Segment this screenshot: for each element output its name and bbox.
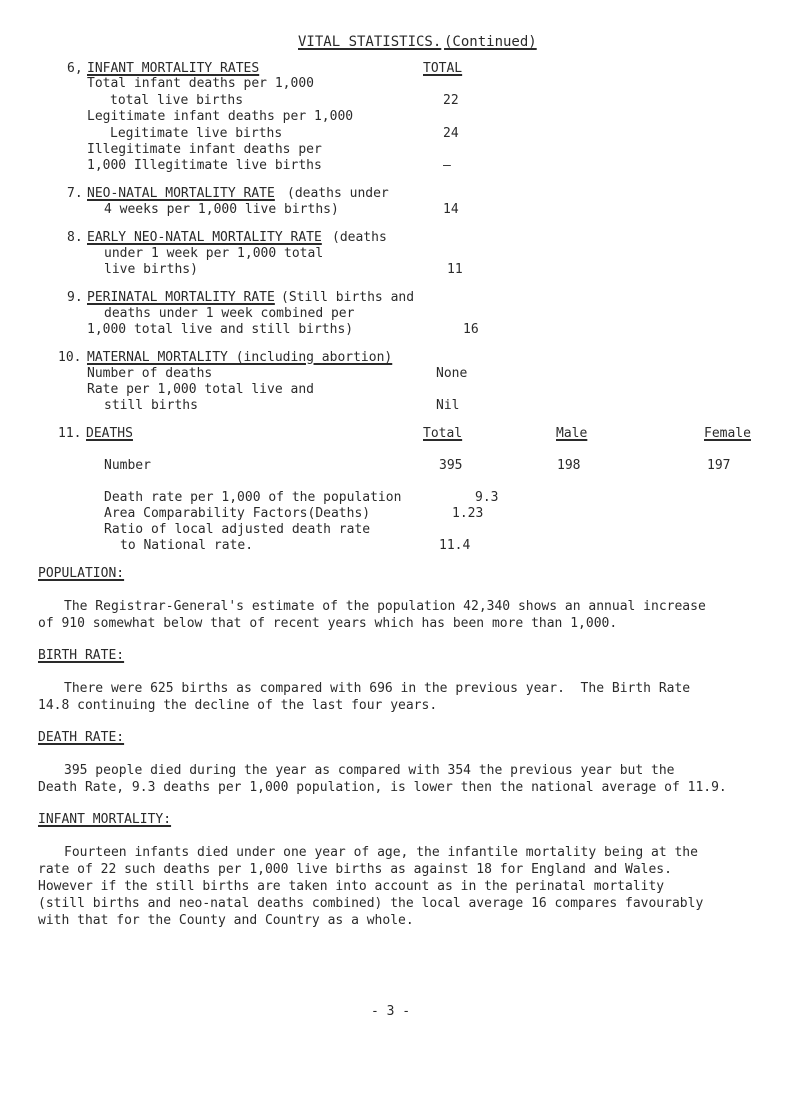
- population-text-2: of 910 somewhat below that of recent years which has been more than 1,000.: [38, 616, 618, 631]
- infant-mortality-text-3: However if the still births are taken into account as in the perinatal mortality: [38, 879, 665, 894]
- s6-line-2: total live births: [110, 93, 244, 108]
- s10-line-3: Rate per 1,000 total live and: [87, 382, 314, 397]
- birth-rate-heading: BIRTH RATE:: [38, 648, 125, 663]
- s7-line-2: 4 weeks per 1,000 live births): [104, 202, 339, 217]
- infant-mortality-text-2: rate of 22 such deaths per 1,000 live births as against 18 for England and Wales.: [38, 862, 672, 877]
- s6-value-legitimate: 24: [443, 126, 459, 141]
- s9-line-2: deaths under 1 week combined per: [104, 306, 355, 321]
- ratio-label-1: Ratio of local adjusted death rate: [104, 522, 371, 537]
- col-total-heading: Total: [423, 426, 463, 441]
- section-7-heading: NEO-NATAL MORTALITY RATE: [87, 186, 275, 201]
- s9-value: 16: [463, 322, 479, 337]
- s8-value: 11: [447, 262, 463, 277]
- death-rate-text-2: Death Rate, 9.3 deaths per 1,000 population, is lower then the national average of 11.9.: [38, 780, 727, 795]
- section-7-number: 7.: [67, 186, 83, 201]
- total-column-heading: TOTAL: [423, 61, 463, 76]
- s10-value-number: None: [436, 366, 468, 381]
- section-11-heading: DEATHS: [86, 426, 133, 441]
- section-10-number: 10.: [58, 350, 82, 365]
- birth-rate-text-2: 14.8 continuing the decline of the last four years.: [38, 698, 438, 713]
- s10-value-rate: Nil: [436, 398, 460, 413]
- section-9-heading: PERINATAL MORTALITY RATE: [87, 290, 275, 305]
- section-6-heading: INFANT MORTALITY RATES: [87, 61, 260, 76]
- section-10-heading: MATERNAL MORTALITY (including abortion): [87, 350, 393, 365]
- birth-rate-text-1: There were 625 births as compared with 696 in the previous year. The Birth Rate: [64, 681, 691, 696]
- s6-line-3: Legitimate infant deaths per 1,000: [87, 109, 354, 124]
- col-female-heading: Female: [704, 426, 751, 441]
- s9-line-3: 1,000 total live and still births): [87, 322, 354, 337]
- s6-value-total-infant: 22: [443, 93, 459, 108]
- s10-line-4: still births: [104, 398, 198, 413]
- death-rate-heading: DEATH RATE:: [38, 730, 125, 745]
- section-8-number: 8.: [67, 230, 83, 245]
- page-number: - 3 -: [371, 1004, 411, 1019]
- s10-line-2: Number of deaths: [87, 366, 213, 381]
- infant-mortality-text-1: Fourteen infants died under one year of age, the infantile mortality being at the: [64, 845, 698, 860]
- s6-line-1: Total infant deaths per 1,000: [87, 76, 314, 91]
- s6-line-5: Illegitimate infant deaths per: [87, 142, 322, 157]
- ratio-value: 11.4: [439, 538, 471, 553]
- ratio-label-2: to National rate.: [120, 538, 254, 553]
- section-6-number: 6,: [67, 61, 83, 76]
- deaths-female: 197: [707, 458, 731, 473]
- col-male-heading: Male: [556, 426, 588, 441]
- acf-label: Area Comparability Factors(Deaths): [104, 506, 371, 521]
- deaths-total: 395: [439, 458, 463, 473]
- page-title: VITAL STATISTICS.: [298, 34, 442, 50]
- death-rate-text-1: 395 people died during the year as compared with 354 the previous year but the: [64, 763, 675, 778]
- section-9-heading-rest: (Still births and: [281, 290, 415, 305]
- deaths-male: 198: [557, 458, 581, 473]
- section-7-heading-rest: (deaths under: [287, 186, 389, 201]
- death-rate-label: Death rate per 1,000 of the population: [104, 490, 402, 505]
- acf-value: 1.23: [452, 506, 484, 521]
- s8-line-2: under 1 week per 1,000 total: [104, 246, 324, 261]
- deaths-row-label: Number: [104, 458, 151, 473]
- section-8-heading: EARLY NEO-NATAL MORTALITY RATE: [87, 230, 322, 245]
- population-heading: POPULATION:: [38, 566, 125, 581]
- s8-line-3: live births): [104, 262, 198, 277]
- section-11-number: 11.: [58, 426, 82, 441]
- section-9-number: 9.: [67, 290, 83, 305]
- section-8-heading-rest: (deaths: [332, 230, 387, 245]
- death-rate-value: 9.3: [475, 490, 499, 505]
- infant-mortality-text-5: with that for the County and Country as a whole.: [38, 913, 414, 928]
- s6-value-illegitimate: —: [443, 158, 451, 173]
- infant-mortality-text-4: (still births and neo-natal deaths combined) the local average 16 compares favourably: [38, 896, 704, 911]
- s6-line-6: 1,000 Illegitimate live births: [87, 158, 322, 173]
- s6-line-4: Legitimate live births: [110, 126, 283, 141]
- continued-label: (Continued): [444, 34, 537, 50]
- population-text-1: The Registrar-General's estimate of the population 42,340 shows an annual increase: [64, 599, 706, 614]
- infant-mortality-heading: INFANT MORTALITY:: [38, 812, 172, 827]
- s7-value: 14: [443, 202, 459, 217]
